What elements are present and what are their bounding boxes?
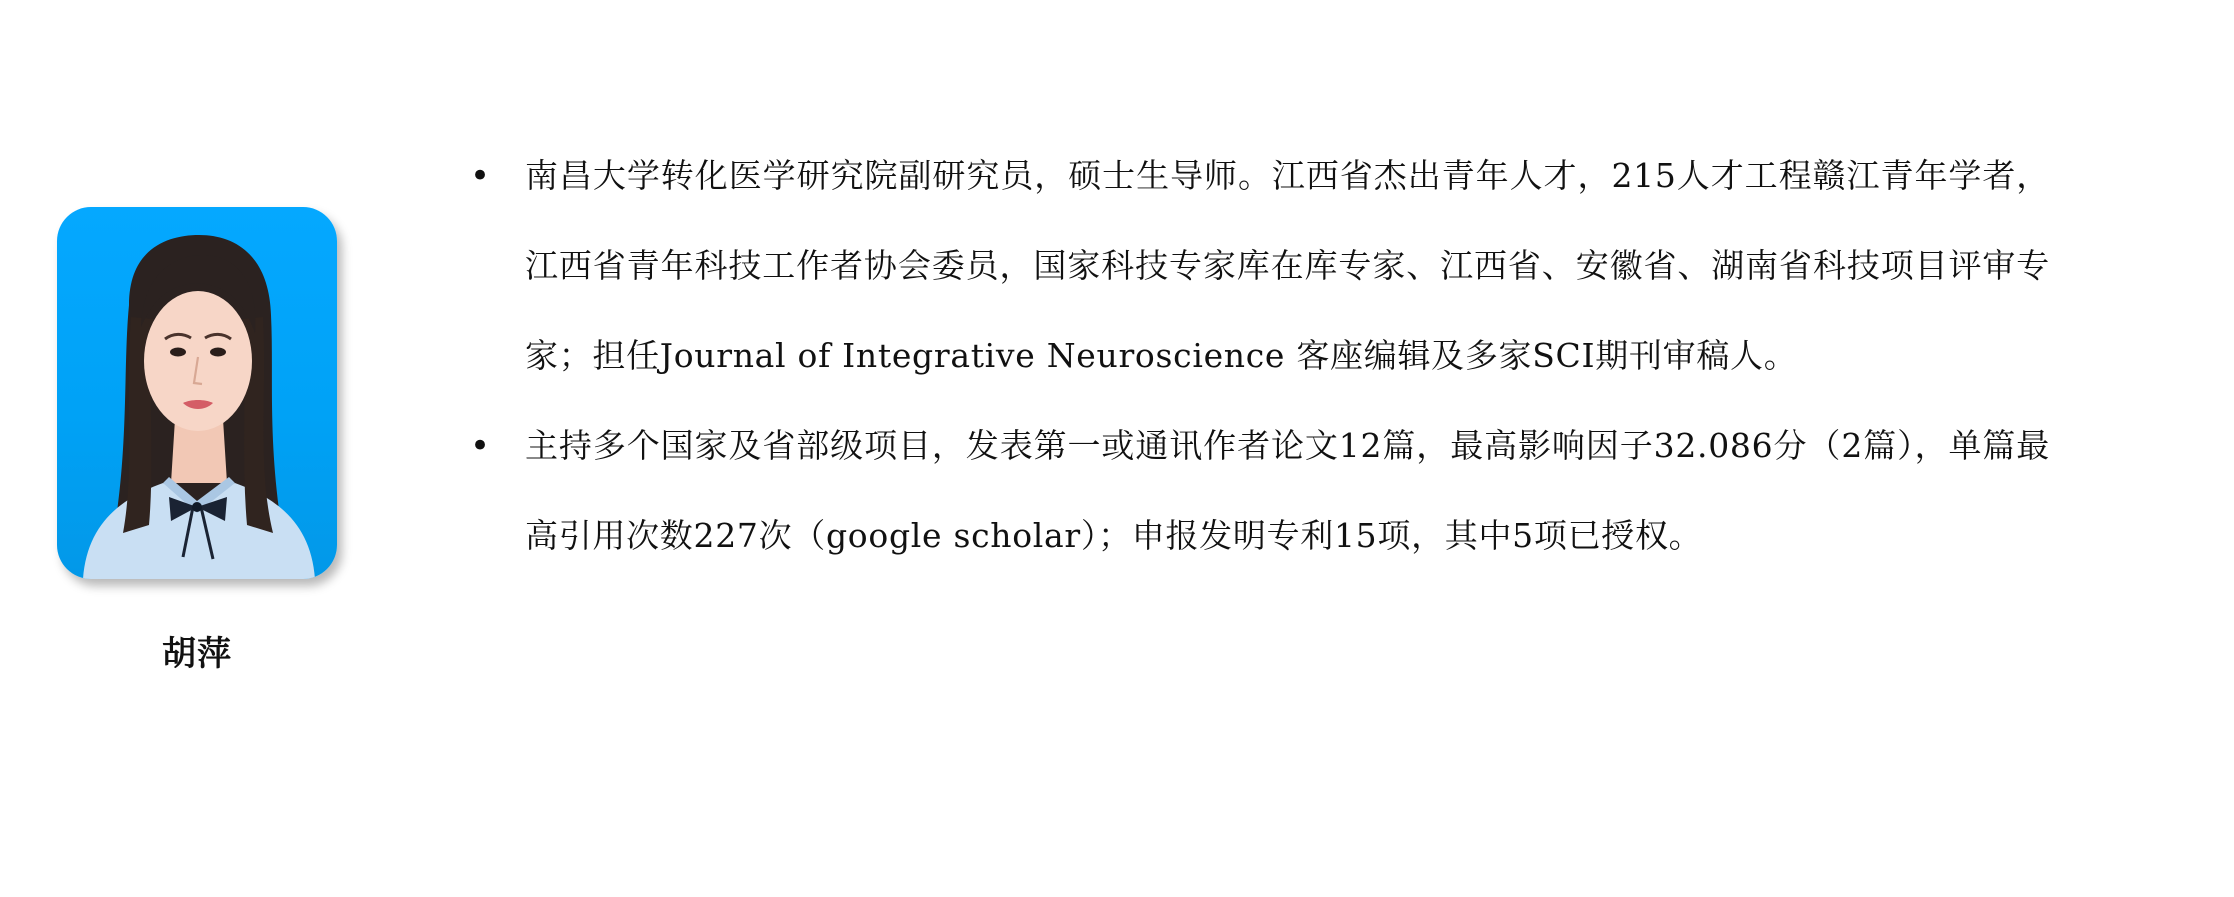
bio-text: 主持多个国家及省部级项目，发表第一或通讯作者论文12篇，最高影响因子32.086分（2篇），单篇最高引用次数227次（google scholar）；申报发明专利15项，其中5项已授权。	[525, 426, 2050, 555]
profile-name: 胡萍	[162, 634, 232, 674]
bio-item	[470, 131, 2050, 401]
portrait-illustration	[57, 207, 337, 579]
bullet-icon: •	[470, 156, 491, 196]
bio-list	[470, 131, 2050, 581]
bullet-icon: •	[470, 426, 491, 466]
profile-photo	[57, 207, 337, 579]
bio-text: 南昌大学转化医学研究院副研究员，硕士生导师。江西省杰出青年人才，215人才工程赣江青年学者，江西省青年科技工作者协会委员，国家科技专家库在库专家、江西省、安徽省、湖南省科技项目评审专家；担任Journal of Integrative Neuroscience 客座编辑及多家SCI期刊审稿人。	[525, 156, 2050, 375]
bio-item	[470, 401, 2050, 581]
